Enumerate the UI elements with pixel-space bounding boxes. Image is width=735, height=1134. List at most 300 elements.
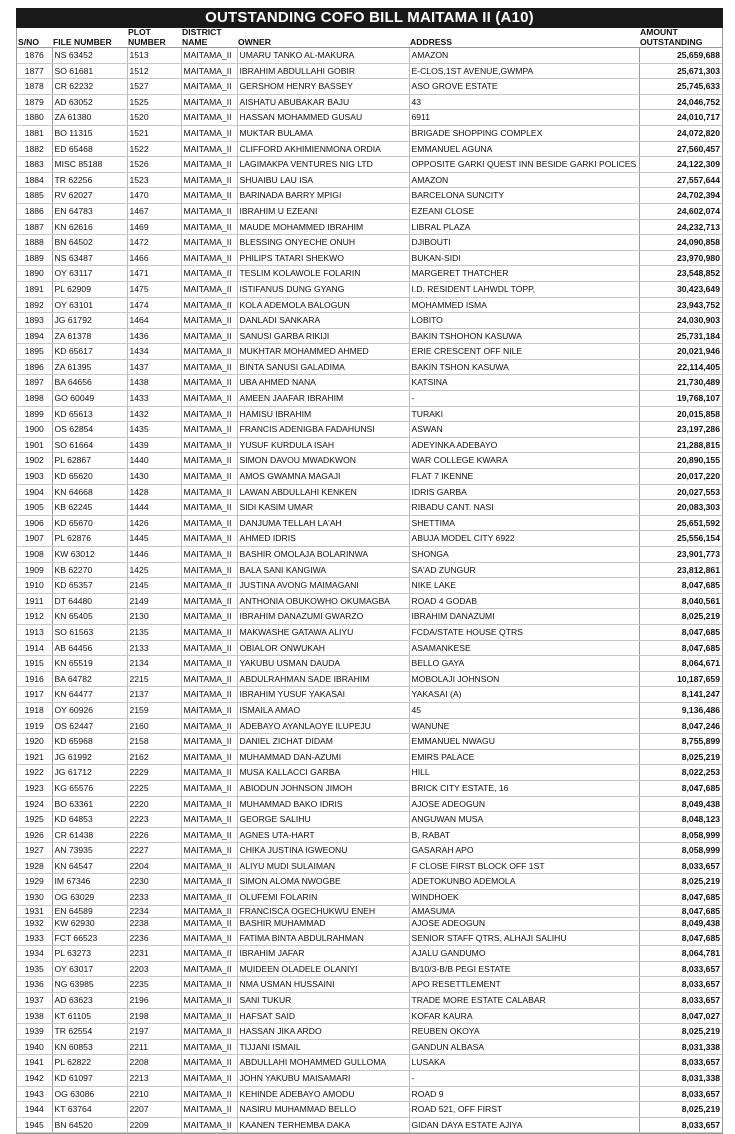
table-row <box>17 48 722 64</box>
row-amount: 8,049,438 <box>639 918 722 931</box>
row-amount: 23,548,852 <box>639 266 722 282</box>
row-address: EMMANUEL NWAGU <box>409 734 639 750</box>
row-district: MAITAMA_II <box>181 671 237 687</box>
row-amount: 27,560,457 <box>639 141 722 157</box>
row-amount: 20,083,303 <box>639 500 722 516</box>
row-address: WAR COLLEGE KWARA <box>409 453 639 469</box>
row-plot-number: 1475 <box>127 281 181 297</box>
row-address: MOBOLAJI JOHNSON <box>409 671 639 687</box>
table-row <box>17 702 722 718</box>
row-plot-number: 1513 <box>127 48 181 64</box>
row-owner: OLUFEMI FOLARIN <box>237 890 409 906</box>
row-amount: 24,702,394 <box>639 188 722 204</box>
row-plot-number: 1521 <box>127 125 181 141</box>
row-file-number: KB 62245 <box>52 500 127 516</box>
row-owner: IBRAHIM YUSUF YAKASAI <box>237 687 409 703</box>
row-plot-number: 1428 <box>127 484 181 500</box>
table-row <box>17 858 722 874</box>
row-owner: CLIFFORD AKHIMIENMONA ORDIA <box>237 141 409 157</box>
row-sno: 1919 <box>17 718 52 734</box>
row-owner: NMA USMAN HUSSAINI <box>237 977 409 993</box>
row-amount: 8,025,219 <box>639 1102 722 1118</box>
row-address: B/10/3-B/B PEGI ESTATE <box>409 961 639 977</box>
row-sno: 1922 <box>17 765 52 781</box>
row-amount: 24,122,309 <box>639 157 722 173</box>
row-owner: KOLA ADEMOLA BALOGUN <box>237 297 409 313</box>
row-owner: ADEBAYO AYANLAOYE ILUPEJU <box>237 718 409 734</box>
row-file-number: PL 63273 <box>52 946 127 962</box>
row-address: ADEYINKA ADEBAYO <box>409 437 639 453</box>
row-amount: 8,040,561 <box>639 593 722 609</box>
row-file-number: GO 60049 <box>52 391 127 407</box>
row-district: MAITAMA_II <box>181 734 237 750</box>
row-plot-number: 1437 <box>127 359 181 375</box>
row-district: MAITAMA_II <box>181 687 237 703</box>
row-district: MAITAMA_II <box>181 1008 237 1024</box>
row-sno: 1929 <box>17 874 52 890</box>
row-owner: HAMISU IBRAHIM <box>237 406 409 422</box>
row-file-number: KD 65613 <box>52 406 127 422</box>
row-file-number: KN 64477 <box>52 687 127 703</box>
table-row <box>17 453 722 469</box>
row-address: FCDA/STATE HOUSE QTRS <box>409 624 639 640</box>
row-sno: 1879 <box>17 94 52 110</box>
table-row <box>17 765 722 781</box>
row-amount: 24,030,903 <box>639 313 722 329</box>
table-row <box>17 656 722 672</box>
row-sno: 1934 <box>17 946 52 962</box>
row-district: MAITAMA_II <box>181 125 237 141</box>
row-district: MAITAMA_II <box>181 203 237 219</box>
row-sno: 1878 <box>17 79 52 95</box>
row-district: MAITAMA_II <box>181 141 237 157</box>
row-owner: SIDI KASIM UMAR <box>237 500 409 516</box>
row-district: MAITAMA_II <box>181 219 237 235</box>
row-sno: 1945 <box>17 1117 52 1133</box>
table-row <box>17 796 722 812</box>
row-address: SENIOR STAFF QTRS, ALHAJI SALIHU <box>409 930 639 946</box>
row-district: MAITAMA_II <box>181 1071 237 1087</box>
row-file-number: KT 61105 <box>52 1008 127 1024</box>
row-amount: 23,901,773 <box>639 547 722 563</box>
row-file-number: KD 65620 <box>52 469 127 485</box>
row-plot-number: 1471 <box>127 266 181 282</box>
row-amount: 8,033,657 <box>639 993 722 1009</box>
row-file-number: CR 61438 <box>52 827 127 843</box>
row-address: 43 <box>409 94 639 110</box>
table-row <box>17 961 722 977</box>
row-amount: 24,010,717 <box>639 110 722 126</box>
row-owner: HASSAN JIKA ARDO <box>237 1024 409 1040</box>
row-district: MAITAMA_II <box>181 422 237 438</box>
row-plot-number: 2238 <box>127 918 181 931</box>
table-row <box>17 110 722 126</box>
row-sno: 1912 <box>17 609 52 625</box>
row-address: AJALU GANDUMO <box>409 946 639 962</box>
row-address: MOHAMMED ISMA <box>409 297 639 313</box>
row-owner: MUSA KALLACCI GARBA <box>237 765 409 781</box>
row-plot-number: 2158 <box>127 734 181 750</box>
row-address: ASWAN <box>409 422 639 438</box>
row-plot-number: 2135 <box>127 624 181 640</box>
table-row <box>17 547 722 563</box>
row-district: MAITAMA_II <box>181 110 237 126</box>
table-row <box>17 235 722 251</box>
row-address: SA'AD ZUNGUR <box>409 562 639 578</box>
row-amount: 20,021,946 <box>639 344 722 360</box>
row-amount: 8,022,253 <box>639 765 722 781</box>
row-district: MAITAMA_II <box>181 812 237 828</box>
table-row <box>17 484 722 500</box>
row-file-number: IM 67346 <box>52 874 127 890</box>
row-file-number: KT 63764 <box>52 1102 127 1118</box>
row-file-number: JG 61992 <box>52 749 127 765</box>
row-address: HILL <box>409 765 639 781</box>
row-amount: 10,187,659 <box>639 671 722 687</box>
row-file-number: AB 64456 <box>52 640 127 656</box>
row-owner: JUSTINA AVONG MAIMAGANI <box>237 578 409 594</box>
table-row <box>17 157 722 173</box>
row-file-number: OY 63101 <box>52 297 127 313</box>
row-file-number: TR 62554 <box>52 1024 127 1040</box>
table-row <box>17 671 722 687</box>
row-district: MAITAMA_II <box>181 1055 237 1071</box>
row-amount: 8,047,685 <box>639 578 722 594</box>
table-row <box>17 79 722 95</box>
row-address: REUBEN OKOYA <box>409 1024 639 1040</box>
row-district: MAITAMA_II <box>181 48 237 64</box>
table-row <box>17 827 722 843</box>
row-owner: NASIRU MUHAMMAD BELLO <box>237 1102 409 1118</box>
row-owner: CHIKA JUSTINA IGWEONU <box>237 843 409 859</box>
row-file-number: KN 65405 <box>52 609 127 625</box>
table-row <box>17 406 722 422</box>
row-file-number: AD 63623 <box>52 993 127 1009</box>
row-district: MAITAMA_II <box>181 946 237 962</box>
row-amount: 8,047,685 <box>639 930 722 946</box>
row-district: MAITAMA_II <box>181 157 237 173</box>
row-sno: 1899 <box>17 406 52 422</box>
row-address: - <box>409 1071 639 1087</box>
row-plot-number: 1472 <box>127 235 181 251</box>
row-sno: 1893 <box>17 313 52 329</box>
row-address: DJIBOUTI <box>409 235 639 251</box>
row-owner: BASHIR OMOLAJA BOLARINWA <box>237 547 409 563</box>
row-district: MAITAMA_II <box>181 765 237 781</box>
row-owner: MUIDEEN OLADELE OLANIYI <box>237 961 409 977</box>
row-owner: UBA AHMED NANA <box>237 375 409 391</box>
row-district: MAITAMA_II <box>181 391 237 407</box>
row-sno: 1894 <box>17 328 52 344</box>
row-file-number: KB 62270 <box>52 562 127 578</box>
row-amount: 21,288,815 <box>639 437 722 453</box>
table-row <box>17 905 722 918</box>
row-plot-number: 2159 <box>127 702 181 718</box>
row-file-number: EN 64783 <box>52 203 127 219</box>
row-plot-number: 1433 <box>127 391 181 407</box>
row-file-number: ED 65468 <box>52 141 127 157</box>
row-amount: 8,047,685 <box>639 624 722 640</box>
row-district: MAITAMA_II <box>181 359 237 375</box>
row-amount: 8,025,219 <box>639 874 722 890</box>
row-district: MAITAMA_II <box>181 437 237 453</box>
row-address: ABUJA MODEL CITY 6922 <box>409 531 639 547</box>
table-row <box>17 578 722 594</box>
row-sno: 1925 <box>17 812 52 828</box>
row-district: MAITAMA_II <box>181 918 237 931</box>
row-sno: 1918 <box>17 702 52 718</box>
table-row <box>17 328 722 344</box>
row-district: MAITAMA_II <box>181 578 237 594</box>
row-address: 6911 <box>409 110 639 126</box>
table-row <box>17 515 722 531</box>
row-sno: 1886 <box>17 203 52 219</box>
row-amount: 23,197,286 <box>639 422 722 438</box>
row-amount: 8,025,219 <box>639 609 722 625</box>
row-address: ROAD 9 <box>409 1086 639 1102</box>
row-district: MAITAMA_II <box>181 718 237 734</box>
row-plot-number: 2133 <box>127 640 181 656</box>
row-district: MAITAMA_II <box>181 961 237 977</box>
row-plot-number: 1444 <box>127 500 181 516</box>
row-plot-number: 1434 <box>127 344 181 360</box>
row-amount: 22,114,405 <box>639 359 722 375</box>
row-address: ASO GROVE ESTATE <box>409 79 639 95</box>
row-address: LUSAKA <box>409 1055 639 1071</box>
row-sno: 1913 <box>17 624 52 640</box>
table-row <box>17 1117 722 1133</box>
row-address: F CLOSE FIRST BLOCK OFF 1ST <box>409 858 639 874</box>
row-amount: 8,033,657 <box>639 977 722 993</box>
row-sno: 1941 <box>17 1055 52 1071</box>
row-address: MARGERET THATCHER <box>409 266 639 282</box>
row-amount: 25,659,688 <box>639 48 722 64</box>
row-address: WANUNE <box>409 718 639 734</box>
row-file-number: NS 63452 <box>52 48 127 64</box>
table-row <box>17 780 722 796</box>
row-plot-number: 1520 <box>127 110 181 126</box>
row-sno: 1933 <box>17 930 52 946</box>
row-plot-number: 2198 <box>127 1008 181 1024</box>
row-plot-number: 2204 <box>127 858 181 874</box>
table-row <box>17 281 722 297</box>
row-amount: 25,731,184 <box>639 328 722 344</box>
row-owner: YAKUBU USMAN DAUDA <box>237 656 409 672</box>
row-sno: 1902 <box>17 453 52 469</box>
table-row <box>17 977 722 993</box>
row-sno: 1890 <box>17 266 52 282</box>
row-district: MAITAMA_II <box>181 858 237 874</box>
row-sno: 1926 <box>17 827 52 843</box>
bill-table <box>17 28 722 1133</box>
row-plot-number: 1512 <box>127 63 181 79</box>
row-plot-number: 1470 <box>127 188 181 204</box>
row-file-number: PL 62876 <box>52 531 127 547</box>
row-amount: 21,730,489 <box>639 375 722 391</box>
row-owner: FATIMA BINTA ABDULRAHMAN <box>237 930 409 946</box>
row-amount: 8,047,027 <box>639 1008 722 1024</box>
row-district: MAITAMA_II <box>181 250 237 266</box>
row-address: BAKIN TSHON KASUWA <box>409 359 639 375</box>
table-row <box>17 734 722 750</box>
row-amount: 8,033,657 <box>639 1086 722 1102</box>
row-amount: 25,745,633 <box>639 79 722 95</box>
row-plot-number: 2209 <box>127 1117 181 1133</box>
row-district: MAITAMA_II <box>181 235 237 251</box>
row-plot-number: 2211 <box>127 1039 181 1055</box>
row-plot-number: 2235 <box>127 977 181 993</box>
row-sno: 1876 <box>17 48 52 64</box>
row-plot-number: 2210 <box>127 1086 181 1102</box>
table-row <box>17 469 722 485</box>
row-owner: TESLIM KOLAWOLE FOLARIN <box>237 266 409 282</box>
row-amount: 8,064,671 <box>639 656 722 672</box>
row-file-number: KD 65670 <box>52 515 127 531</box>
row-plot-number: 1525 <box>127 94 181 110</box>
row-file-number: DT 64480 <box>52 593 127 609</box>
row-district: MAITAMA_II <box>181 1086 237 1102</box>
row-file-number: KG 65576 <box>52 780 127 796</box>
row-owner: TIJJANI ISMAIL <box>237 1039 409 1055</box>
row-address: TURAKI <box>409 406 639 422</box>
row-district: MAITAMA_II <box>181 515 237 531</box>
row-address: BRIGADE SHOPPING COMPLEX <box>409 125 639 141</box>
row-owner: LAGIMAKPA VENTURES NIG LTD <box>237 157 409 173</box>
row-amount: 25,651,592 <box>639 515 722 531</box>
row-file-number: TR 62256 <box>52 172 127 188</box>
table-row <box>17 890 722 906</box>
row-plot-number: 1430 <box>127 469 181 485</box>
row-amount: 23,970,980 <box>639 250 722 266</box>
row-sno: 1884 <box>17 172 52 188</box>
row-file-number: BA 64656 <box>52 375 127 391</box>
row-district: MAITAMA_II <box>181 749 237 765</box>
row-amount: 24,090,858 <box>639 235 722 251</box>
row-sno: 1943 <box>17 1086 52 1102</box>
row-district: MAITAMA_II <box>181 640 237 656</box>
row-address: BUKAN-SIDI <box>409 250 639 266</box>
table-row <box>17 1008 722 1024</box>
row-address: RIBADU CANT. NASI <box>409 500 639 516</box>
row-file-number: OY 60926 <box>52 702 127 718</box>
header-owner: OWNER <box>237 28 409 48</box>
row-owner: MUKHTAR MOHAMMED AHMED <box>237 344 409 360</box>
row-owner: MAKWASHE GATAWA ALIYU <box>237 624 409 640</box>
row-district: MAITAMA_II <box>181 890 237 906</box>
row-sno: 1928 <box>17 858 52 874</box>
row-owner: AGNES UTA-HART <box>237 827 409 843</box>
row-amount: 20,015,858 <box>639 406 722 422</box>
row-sno: 1885 <box>17 188 52 204</box>
row-plot-number: 2207 <box>127 1102 181 1118</box>
row-file-number: PL 62909 <box>52 281 127 297</box>
row-file-number: OS 62447 <box>52 718 127 734</box>
row-plot-number: 1439 <box>127 437 181 453</box>
row-owner: MAUDE MOHAMMED IBRAHIM <box>237 219 409 235</box>
row-sno: 1908 <box>17 547 52 563</box>
row-amount: 23,943,752 <box>639 297 722 313</box>
row-sno: 1896 <box>17 359 52 375</box>
row-address: NIKE LAKE <box>409 578 639 594</box>
row-amount: 8,141,247 <box>639 687 722 703</box>
row-amount: 27,557,644 <box>639 172 722 188</box>
row-plot-number: 1522 <box>127 141 181 157</box>
row-owner: BINTA SANUSI GALADIMA <box>237 359 409 375</box>
row-sno: 1936 <box>17 977 52 993</box>
row-sno: 1888 <box>17 235 52 251</box>
row-address: BAKIN TSHOHON KASUWA <box>409 328 639 344</box>
row-sno: 1895 <box>17 344 52 360</box>
row-file-number: OS 62854 <box>52 422 127 438</box>
row-district: MAITAMA_II <box>181 406 237 422</box>
row-plot-number: 2130 <box>127 609 181 625</box>
row-sno: 1905 <box>17 500 52 516</box>
row-file-number: OG 63086 <box>52 1086 127 1102</box>
row-district: MAITAMA_II <box>181 63 237 79</box>
row-file-number: BN 64520 <box>52 1117 127 1133</box>
row-district: MAITAMA_II <box>181 1024 237 1040</box>
table-row <box>17 749 722 765</box>
row-district: MAITAMA_II <box>181 328 237 344</box>
row-owner: AMOS GWAMNA MAGAJI <box>237 469 409 485</box>
row-district: MAITAMA_II <box>181 1102 237 1118</box>
header-address: ADDRESS <box>409 28 639 48</box>
row-district: MAITAMA_II <box>181 702 237 718</box>
row-file-number: CR 62232 <box>52 79 127 95</box>
header-row <box>17 28 722 48</box>
row-address: IDRIS GARBA <box>409 484 639 500</box>
row-plot-number: 2227 <box>127 843 181 859</box>
header-plot-number: PLOT NUMBER <box>127 28 181 48</box>
row-owner: KEHINDE ADEBAYO AMODU <box>237 1086 409 1102</box>
row-sno: 1909 <box>17 562 52 578</box>
row-file-number: RV 62027 <box>52 188 127 204</box>
row-sno: 1937 <box>17 993 52 1009</box>
row-owner: FRANCISCA OGECHUKWU ENEH <box>237 905 409 918</box>
row-plot-number: 2203 <box>127 961 181 977</box>
row-sno: 1900 <box>17 422 52 438</box>
row-address: FLAT 7 IKENNE <box>409 469 639 485</box>
row-plot-number: 1445 <box>127 531 181 547</box>
row-sno: 1897 <box>17 375 52 391</box>
row-file-number: BN 64502 <box>52 235 127 251</box>
row-amount: 20,017,220 <box>639 469 722 485</box>
row-amount: 24,232,713 <box>639 219 722 235</box>
row-file-number: PL 62822 <box>52 1055 127 1071</box>
row-sno: 1898 <box>17 391 52 407</box>
row-address: GASARAH APO <box>409 843 639 859</box>
row-amount: 24,602,074 <box>639 203 722 219</box>
table-row <box>17 687 722 703</box>
row-plot-number: 1446 <box>127 547 181 563</box>
row-plot-number: 2234 <box>127 905 181 918</box>
row-file-number: KN 64547 <box>52 858 127 874</box>
row-sno: 1892 <box>17 297 52 313</box>
header-district-name: DISTRICT NAME <box>181 28 237 48</box>
row-amount: 24,046,752 <box>639 94 722 110</box>
row-amount: 20,890,155 <box>639 453 722 469</box>
table-row <box>17 993 722 1009</box>
row-file-number: JG 61712 <box>52 765 127 781</box>
row-plot-number: 2196 <box>127 993 181 1009</box>
row-owner: DANJUMA TELLAH LA'AH <box>237 515 409 531</box>
table-row <box>17 1071 722 1087</box>
row-district: MAITAMA_II <box>181 266 237 282</box>
table-row <box>17 313 722 329</box>
row-sno: 1880 <box>17 110 52 126</box>
row-address: I.D. RESIDENT LAHWDL TOPP, <box>409 281 639 297</box>
row-address: OPPOSITE GARKI QUEST INN BESIDE GARKI POLICES <box>409 157 639 173</box>
